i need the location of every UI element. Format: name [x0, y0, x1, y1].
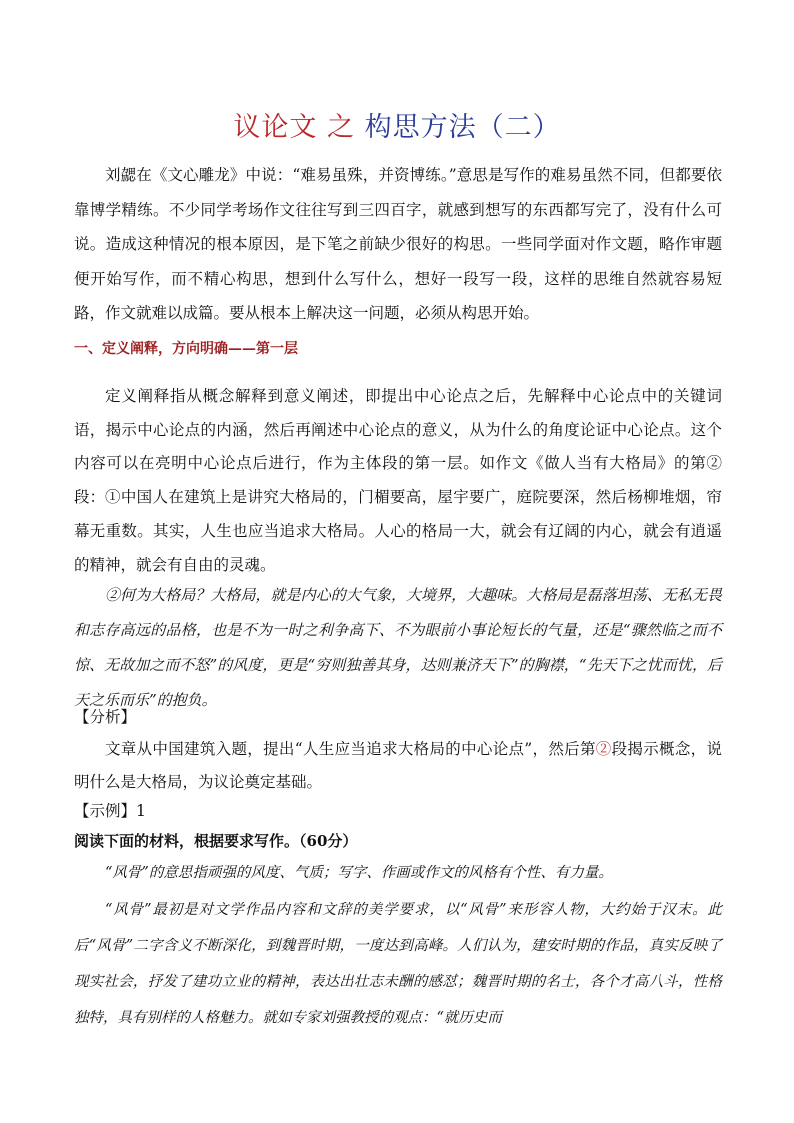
- page-title: [0, 108, 794, 148]
- analysis-heading: 【分析】: [74, 708, 137, 726]
- material-paragraph-1: “风骨”的意思指顽强的风度、气质；写字、作画或作文的风格有个性、有力量。: [105, 865, 613, 881]
- section-heading-1: 一、定义阐释，方向明确——第一层: [74, 341, 298, 357]
- definition-paragraph: 定义阐释指从概念解释到意义阐述，即提出中心论点之后，先解释中心论点中的关键词语，揭示中心论点的内涵，然后再阐述中心论点的意义，从为什么的角度论证中心论点。这个内容可以在亮明中心论点后进行，作为主体段的第一层。如作文《做人当有大格局》的第②段：: [74, 387, 722, 506]
- intro-paragraph: 刘勰在《文心雕龙》中说：“难易虽殊，并资博练。”意思是写作的难易虽然不同，但都要依靠博学精练。不少同学考场作文往往写到三四百字，就感到想写的东西都写完了，没有什么可说。造成这种情况的根本原因，是下笔之前缺少很好的构思。一些同学面对作文题，略作审题便开始写作，而不精心构思，想到什么写什么，想好一段写一段，这样的思维自然就容易短路，作文就难以成篇。要从根本上解决这一问题，必须从构思开始。: [74, 166, 722, 322]
- analysis-paragraph: [74, 733, 722, 799]
- analysis-mark: ②: [595, 740, 612, 758]
- example-paragraph-1: ①中国人在建筑上是讲究大格局的，门楣要高，屋宇要广，庭院要深，然后杨柳堆烟，帘幕无重数。其实，人生也应当追求大格局。人心的格局一大，就会有辽阔的内心，就会有逍遥的精神，就会有自由的灵魂。: [74, 488, 722, 574]
- title-part-1: 议论文 之: [233, 112, 365, 143]
- title-part-2: 构思方法（二）: [364, 112, 561, 143]
- analysis-text-1: 文章从中国建筑入题，提出“人生应当追求大格局的中心论点”，然后第: [105, 740, 596, 758]
- writing-task: 阅读下面的材料，根据要求写作。（60分）: [74, 832, 358, 850]
- analysis-text-2: 段揭示概念，说明什么是大格局，为议论奠定基础。: [74, 740, 722, 791]
- example-heading: 【示例】1: [74, 802, 146, 820]
- example-paragraph-2: ②何为大格局？大格局，就是内心的大气象，大境界，大趣味。大格局是磊落坦荡、无私无畏和志存高远的品格，也是不为一时之利争高下、不为眼前小事论短长的气量，还是“骤然临之而不惊、无故加之而不怒”的风度，更是“穷则独善其身，达则兼济天下”的胸襟，“先天下之忧而忧，后天之乐而乐”的抱负。: [74, 586, 722, 709]
- material-paragraph-2: “风骨”最初是对文学作品内容和文辞的美学要求，以“风骨”来形容人物，大约始于汉末。此后“风骨”二字含义不断深化，到魏晋时期，一度达到高峰。人们认为，建安时期的作品，真实反映了现实社会，抒发了建功立业的精神，表达出壮志未酬的感怼；魏晋时期的名士，各个才高八斗，性格独特，具有别样的人格魅力。就如专家刘强教授的观点：“就历史而: [74, 902, 722, 1026]
